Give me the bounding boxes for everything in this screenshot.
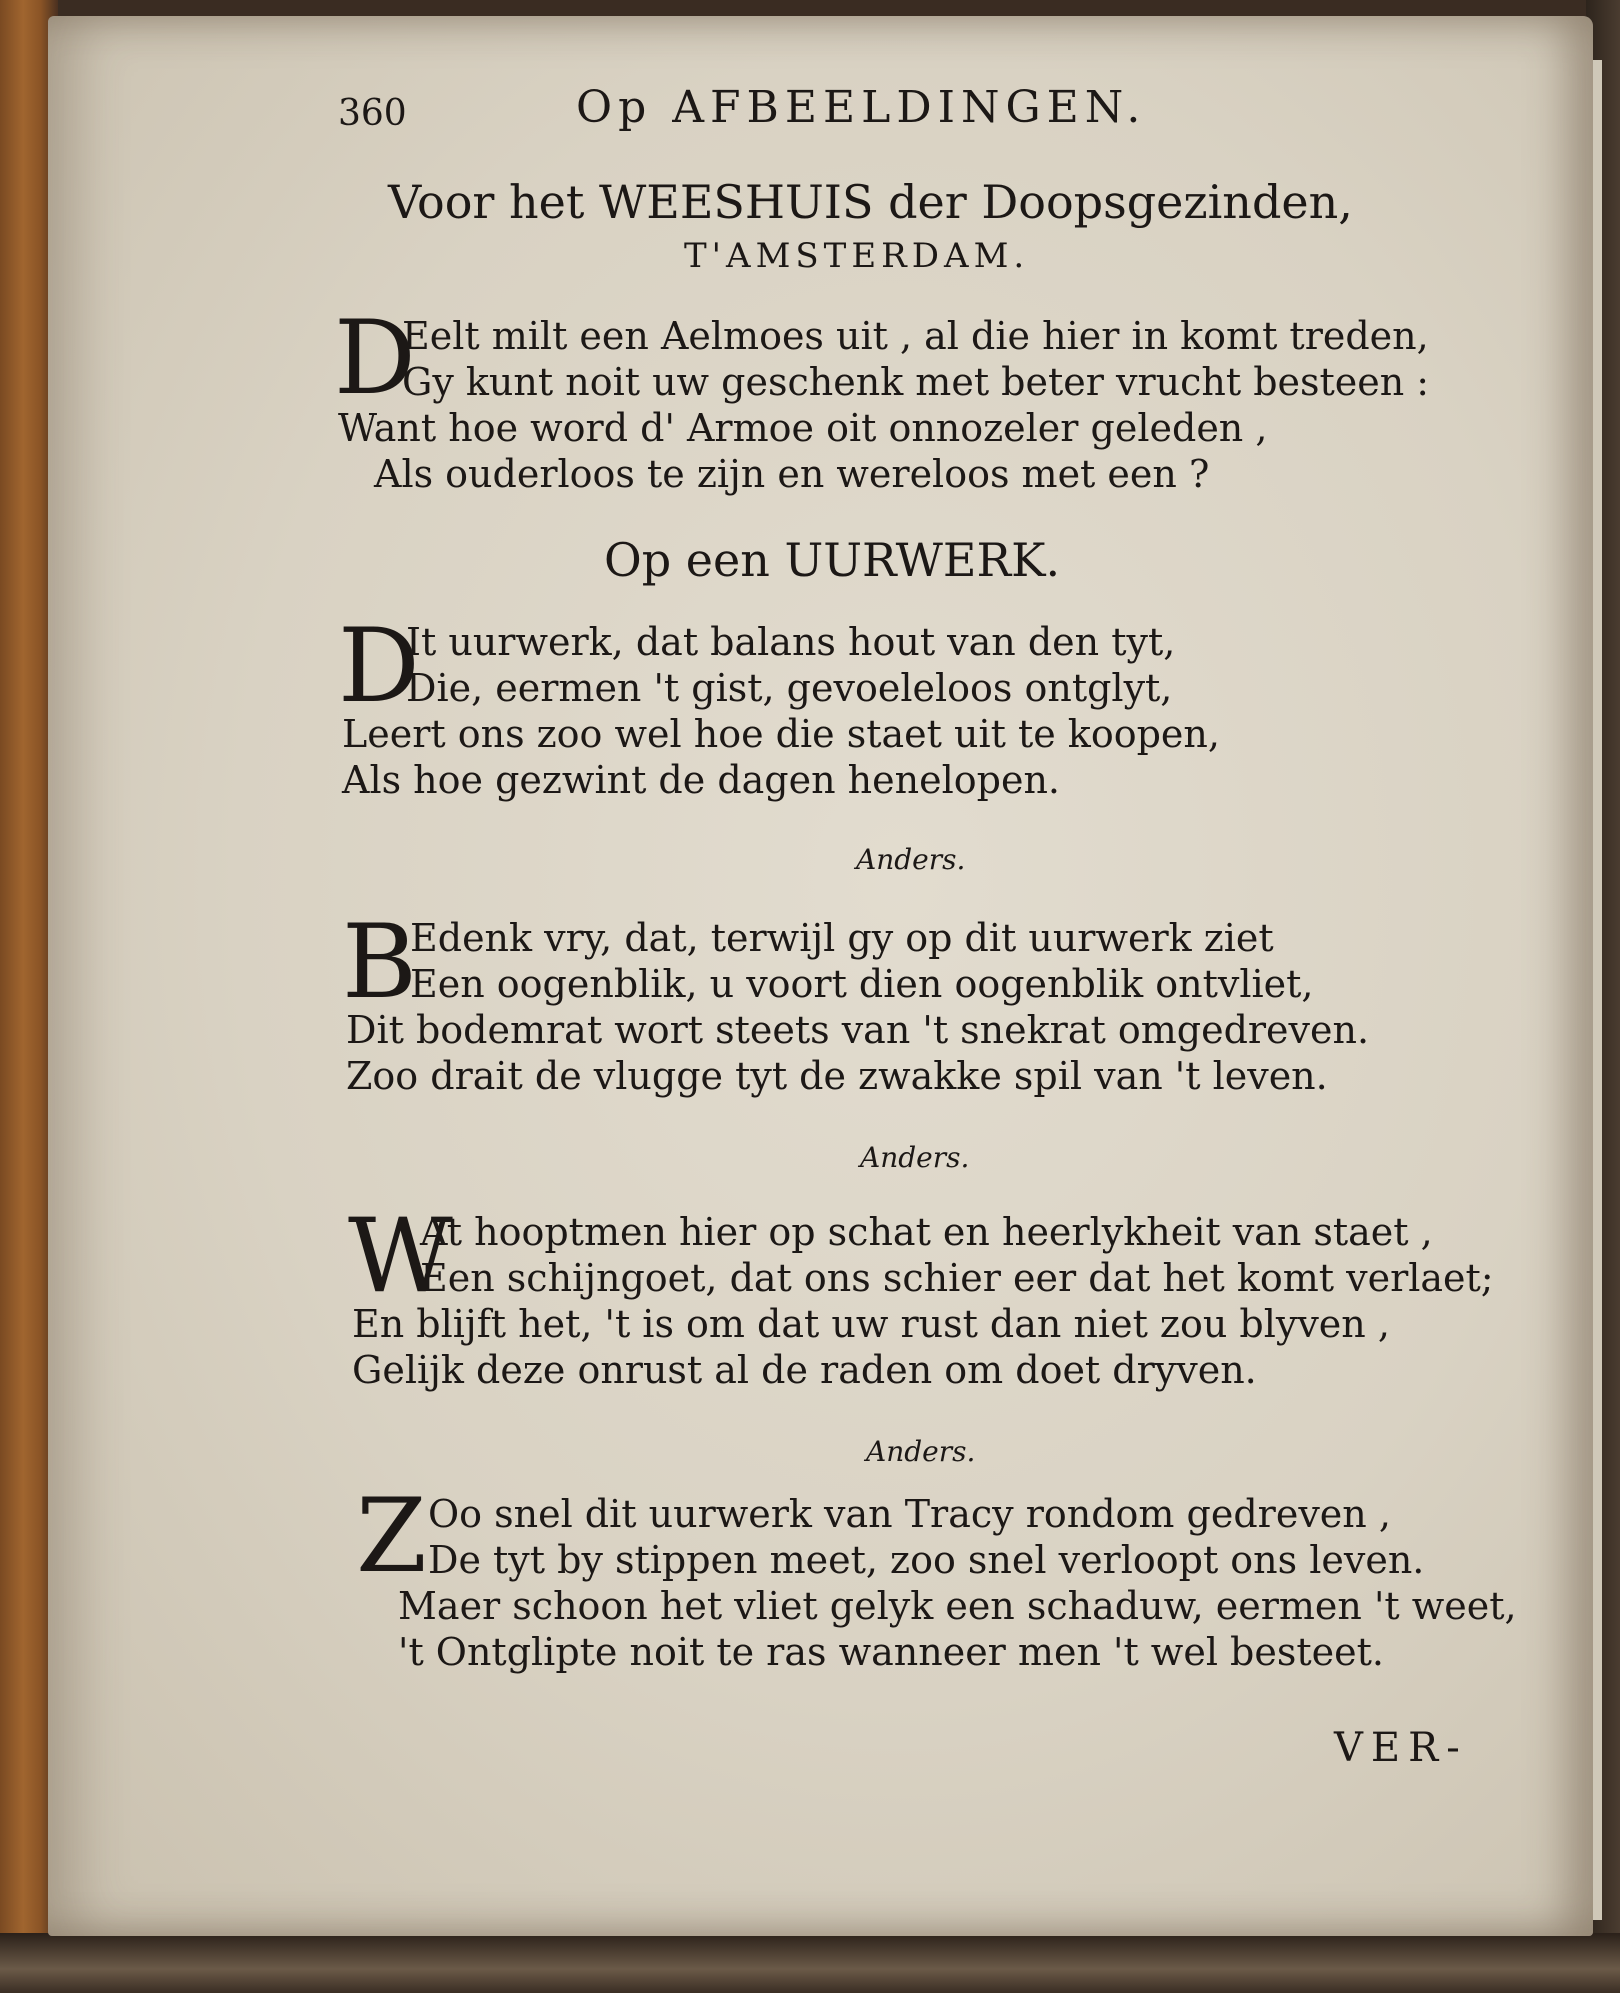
poem1-dropcap: D [334,299,416,418]
poem3-heading: Anders. [856,843,966,876]
poem5-line-1: Oo snel dit uurwerk van Tracy rondom gedreven , [428,1492,1391,1536]
book-binding-bottom [0,1933,1620,1993]
poem4-line-2: Een schijngoet, dat ons schier eer dat het komt verlaet; [420,1256,1494,1300]
poem3-dropcap: B [342,903,417,1022]
poem5-line-2: De tyt by stippen meet, zoo snel verloopt ons leven. [428,1538,1425,1582]
catchword: VER- [1334,1725,1468,1771]
running-title: Op AFBEELDINGEN. [576,82,1147,133]
poem5-line-3: Maer schoon het vliet gelyk een schaduw, eermen 't weet, [398,1584,1517,1628]
poem3-line-2: Een oogenblik, u voort dien oogenblik ontvliet, [410,962,1314,1006]
poem3-line-4: Zoo drait de vlugge tyt de zwakke spil van 't leven. [346,1054,1328,1098]
poem3-line-3: Dit bodemrat wort steets van 't snekrat omgedreven. [346,1008,1370,1052]
page-number: 360 [338,93,407,134]
poem1-line-1: Eelt milt een Aelmoes uit , al die hier in komt treden, [402,314,1429,358]
poem5-dropcap: Z [356,1477,427,1596]
poem1-line-2: Gy kunt noit uw geschenk met beter vrucht besteen : [402,360,1430,404]
poem2-line-3: Leert ons zoo wel hoe die staet uit te koopen, [342,712,1220,756]
poem2-line-2: Die, eermen 't gist, gevoeleloos ontglyt, [406,666,1173,710]
book-page [48,16,1593,1936]
poem5-heading: Anders. [866,1435,976,1468]
poem2-line-1: It uurwerk, dat balans hout van den tyt, [406,620,1176,664]
poem4-dropcap: W [348,1197,453,1316]
poem4-heading: Anders. [860,1141,970,1174]
poem1-title: Voor het WEESHUIS der Doopsgezinden, [388,175,1353,229]
page-text [48,16,1593,1936]
poem2-title: Op een UURWERK. [604,533,1061,587]
poem2-line-4: Als hoe gezwint de dagen henelopen. [342,758,1060,802]
poem1-line-4: Als ouderloos te zijn en wereloos met een ? [374,452,1210,496]
poem4-line-1: At hooptmen hier op schat en heerlykheit van staet , [420,1210,1433,1254]
poem2-dropcap: D [338,607,420,726]
poem4-line-4: Gelijk deze onrust al de raden om doet dryven. [352,1348,1257,1392]
poem4-line-3: En blijft het, 't is om dat uw rust dan niet zou blyven , [352,1302,1390,1346]
poem1-subtitle: T'AMSTERDAM. [684,236,1030,276]
poem1-line-3: Want hoe word d' Armoe oit onnozeler geleden , [338,406,1268,450]
poem5-line-4: 't Ontglipte noit te ras wanneer men 't wel besteet. [398,1630,1384,1674]
poem3-line-1: Edenk vry, dat, terwijl gy op dit uurwerk ziet [410,916,1274,960]
